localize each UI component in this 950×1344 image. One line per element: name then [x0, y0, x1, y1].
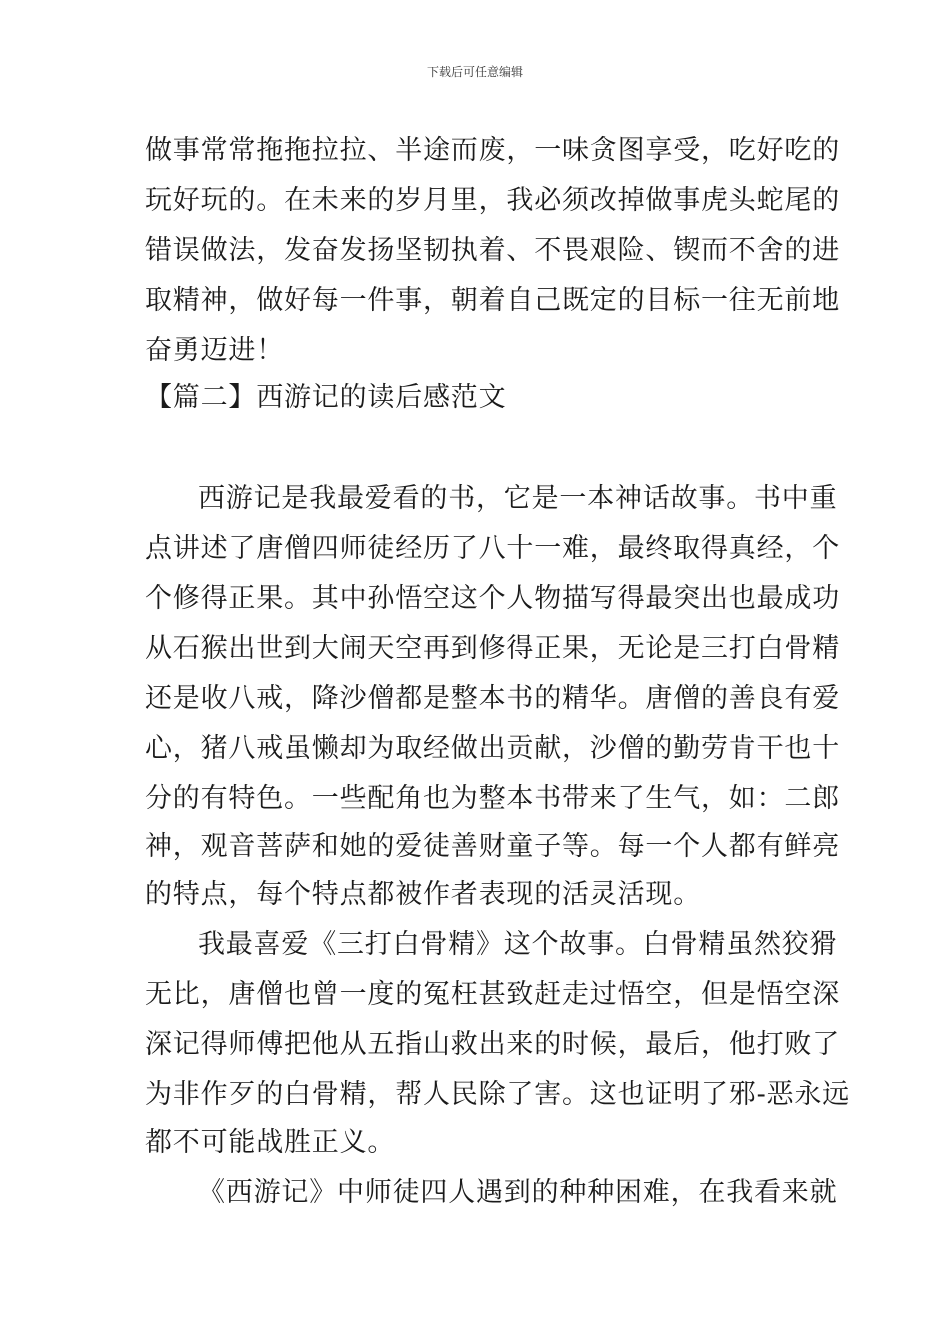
paragraph-line: 心，猪八戒虽懒却为取经做出贡献，沙僧的勤劳肯干也十: [145, 733, 840, 764]
paragraph-line: 深记得师傅把他从五指山救出来的时候，最后，他打败了: [145, 1029, 840, 1060]
paragraph-line: 错误做法，发奋发扬坚韧执着、不畏艰险、锲而不舍的进: [145, 235, 840, 266]
paragraph-line: 神，观音菩萨和她的爱徒善财童子等。每一个人都有鲜亮: [145, 831, 840, 862]
paragraph-line: 从石猴出世到大闹天空再到修得正果，无论是三打白骨精: [145, 633, 840, 664]
page-header: 下载后可任意编辑: [426, 65, 523, 79]
paragraph-line: 点讲述了唐僧四师徒经历了八十一难，最终取得真经，个: [145, 533, 840, 564]
paragraph-line: 取精神，做好每一件事，朝着自己既定的目标一往无前地: [145, 285, 840, 316]
paragraph-line: 无比，唐僧也曾一度的冤枉甚致赶走过悟空，但是悟空深: [145, 979, 840, 1010]
paragraph-line: 玩好玩的。在未来的岁月里，我必须改掉做事虎头蛇尾的: [145, 185, 840, 216]
paragraph-line: 做事常常拖拖拉拉、半途而废，一味贪图享受，吃好吃的: [145, 135, 840, 166]
paragraph-line: 还是收八戒，降沙僧都是整本书的精华。唐僧的善良有爱: [145, 683, 840, 714]
paragraph-line: 我最喜爱《三打白骨精》这个故事。白骨精虽然狡猾: [198, 929, 838, 960]
paragraph-line: 奋勇迈进！: [145, 335, 284, 366]
paragraph-line: 都不可能战胜正义。: [145, 1127, 396, 1158]
paragraph-line: 《西游记》中师徒四人遇到的种种困难，在我看来就: [198, 1177, 838, 1208]
paragraph-line: 的特点，每个特点都被作者表现的活灵活现。: [145, 879, 701, 910]
section-heading: 【篇二】西游记的读后感范文: [145, 382, 507, 413]
paragraph-line: 个修得正果。其中孙悟空这个人物描写得最突出也最成功: [145, 583, 840, 614]
paragraph-line: 西游记是我最爱看的书，它是一本神话故事。书中重: [198, 483, 838, 514]
paragraph-line: 分的有特色。一些配角也为整本书带来了生气，如：二郎: [145, 783, 840, 814]
paragraph-line: 为非作歹的白骨精，帮人民除了害。这也证明了邪-恶永远: [145, 1079, 850, 1110]
